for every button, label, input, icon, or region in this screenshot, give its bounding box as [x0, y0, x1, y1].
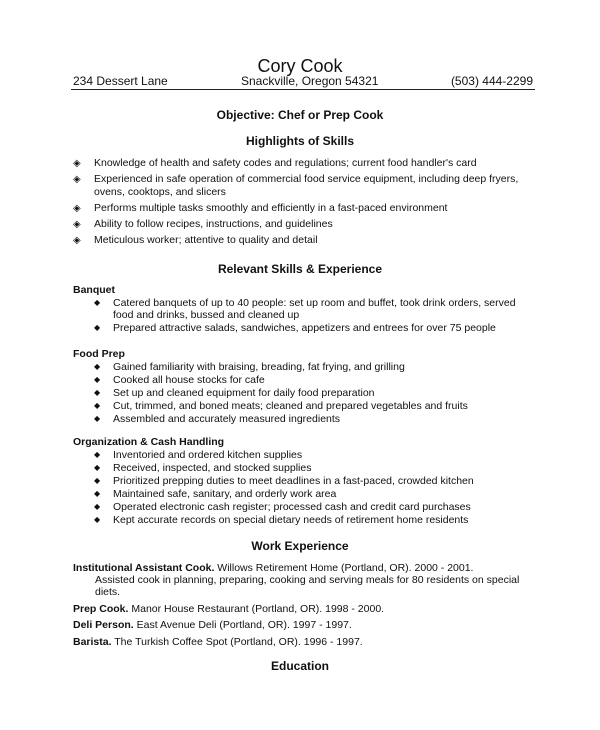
list-item: ◆ Received, inspected, and stocked supplies [94, 462, 312, 474]
diamond-bullet-icon: ◈ [73, 203, 81, 214]
work-experience-heading: Work Experience [251, 539, 349, 553]
job-title: Deli Person. [73, 619, 134, 631]
list-item: ◈ Meticulous worker; attentive to quality and detail [73, 234, 318, 246]
job-entry [73, 562, 535, 598]
diamond-bullet-icon: ◈ [73, 158, 81, 169]
list-item: ◆ Inventoried and ordered kitchen supplies [94, 449, 303, 461]
list-item: ◈ Performs multiple tasks smoothly and efficiently in a fast-paced environment [73, 202, 448, 214]
list-item: ◈ Experienced in safe operation of commercial food service equipment, including deep fryers, ovens, cooktops, and slicers [73, 173, 519, 198]
list-item: ◆ Assembled and accurately measured ingredients [94, 413, 341, 425]
job-entry [73, 603, 535, 615]
diamond-bullet-icon: ◈ [73, 235, 81, 246]
diamond-bullet-icon: ◈ [73, 174, 81, 185]
small-diamond-bullet-icon: ◆ [94, 323, 101, 332]
section-heading-organization: Organization & Cash Handling [73, 436, 225, 448]
highlights-list [73, 157, 543, 250]
small-diamond-bullet-icon: ◆ [94, 401, 101, 410]
job-description: Assisted cook in planning, preparing, cooking and serving meals for 80 residents on special diets. [95, 574, 520, 598]
small-diamond-bullet-icon: ◆ [94, 489, 101, 498]
small-diamond-bullet-icon: ◆ [94, 515, 101, 524]
contact-line [73, 74, 533, 88]
list-item: ◈ Knowledge of health and safety codes and regulations; current food handler's card [73, 157, 477, 169]
list-item: ◆ Catered banquets of up to 40 people: set up room and buffet, took drink orders, served food and drinks, bussed and cleaned up [94, 297, 516, 321]
list-item: ◆ Set up and cleaned equipment for daily food preparation [94, 387, 375, 399]
organization-list [94, 449, 534, 527]
list-item: ◆ Gained familiarity with braising, breading, fat frying, and grilling [94, 361, 405, 373]
highlights-heading: Highlights of Skills [245, 134, 354, 148]
small-diamond-bullet-icon: ◆ [94, 362, 101, 371]
list-item: ◆ Prioritized prepping duties to meet deadlines in a fast-paced, crowded kitchen [94, 475, 474, 487]
section-heading-food-prep: Food Prep [73, 348, 125, 360]
list-item: ◆ Prepared attractive salads, sandwiches, appetizers and entrees for over 75 people [94, 322, 496, 334]
job-title: Institutional Assistant Cook. [73, 562, 215, 574]
street-address: 234 Dessert Lane [73, 74, 168, 88]
list-item: ◈ Ability to follow recipes, instructions, and guidelines [73, 218, 333, 230]
applicant-name: Cory Cook [257, 56, 343, 76]
list-item: ◆ Maintained safe, sanitary, and orderly work area [94, 488, 337, 500]
list-item: ◆ Cut, trimmed, and boned meats; cleaned and prepared vegetables and fruits [94, 400, 468, 412]
job-detail: The Turkish Coffee Spot (Portland, OR). 1996 - 1997. [114, 636, 363, 648]
job-title: Barista. [73, 636, 112, 648]
small-diamond-bullet-icon: ◆ [94, 502, 101, 511]
diamond-bullet-icon: ◈ [73, 219, 81, 230]
relevant-skills-heading: Relevant Skills & Experience [217, 262, 383, 276]
job-detail: Manor House Restaurant (Portland, OR). 1998 - 2000. [131, 603, 385, 615]
food-prep-list [94, 361, 534, 426]
job-detail: East Avenue Deli (Portland, OR). 1997 - 1997. [136, 619, 352, 631]
job-title: Prep Cook. [73, 603, 129, 615]
small-diamond-bullet-icon: ◆ [94, 375, 101, 384]
list-item: ◆ Kept accurate records on special dietary needs of retirement home residents [94, 514, 469, 526]
education-heading: Education [270, 659, 329, 673]
list-item: ◆ Cooked all house stocks for cafe [94, 374, 265, 386]
header-divider [71, 89, 535, 90]
small-diamond-bullet-icon: ◆ [94, 476, 101, 485]
small-diamond-bullet-icon: ◆ [94, 414, 101, 423]
list-item: ◆ Operated electronic cash register; processed cash and credit card purchases [94, 501, 471, 513]
small-diamond-bullet-icon: ◆ [94, 388, 101, 397]
job-entry [73, 619, 535, 631]
city-state-zip: Snackville, Oregon 54321 [241, 74, 379, 88]
objective-heading: Objective: Chef or Prep Cook [216, 108, 384, 122]
phone-number: (503) 444-2299 [450, 74, 533, 88]
job-entry [73, 636, 535, 648]
small-diamond-bullet-icon: ◆ [94, 298, 101, 307]
banquet-list [94, 297, 534, 335]
section-heading-banquet: Banquet [73, 284, 115, 296]
small-diamond-bullet-icon: ◆ [94, 463, 101, 472]
small-diamond-bullet-icon: ◆ [94, 450, 101, 459]
job-detail: Willows Retirement Home (Portland, OR). 2000 - 2001. [217, 562, 474, 574]
